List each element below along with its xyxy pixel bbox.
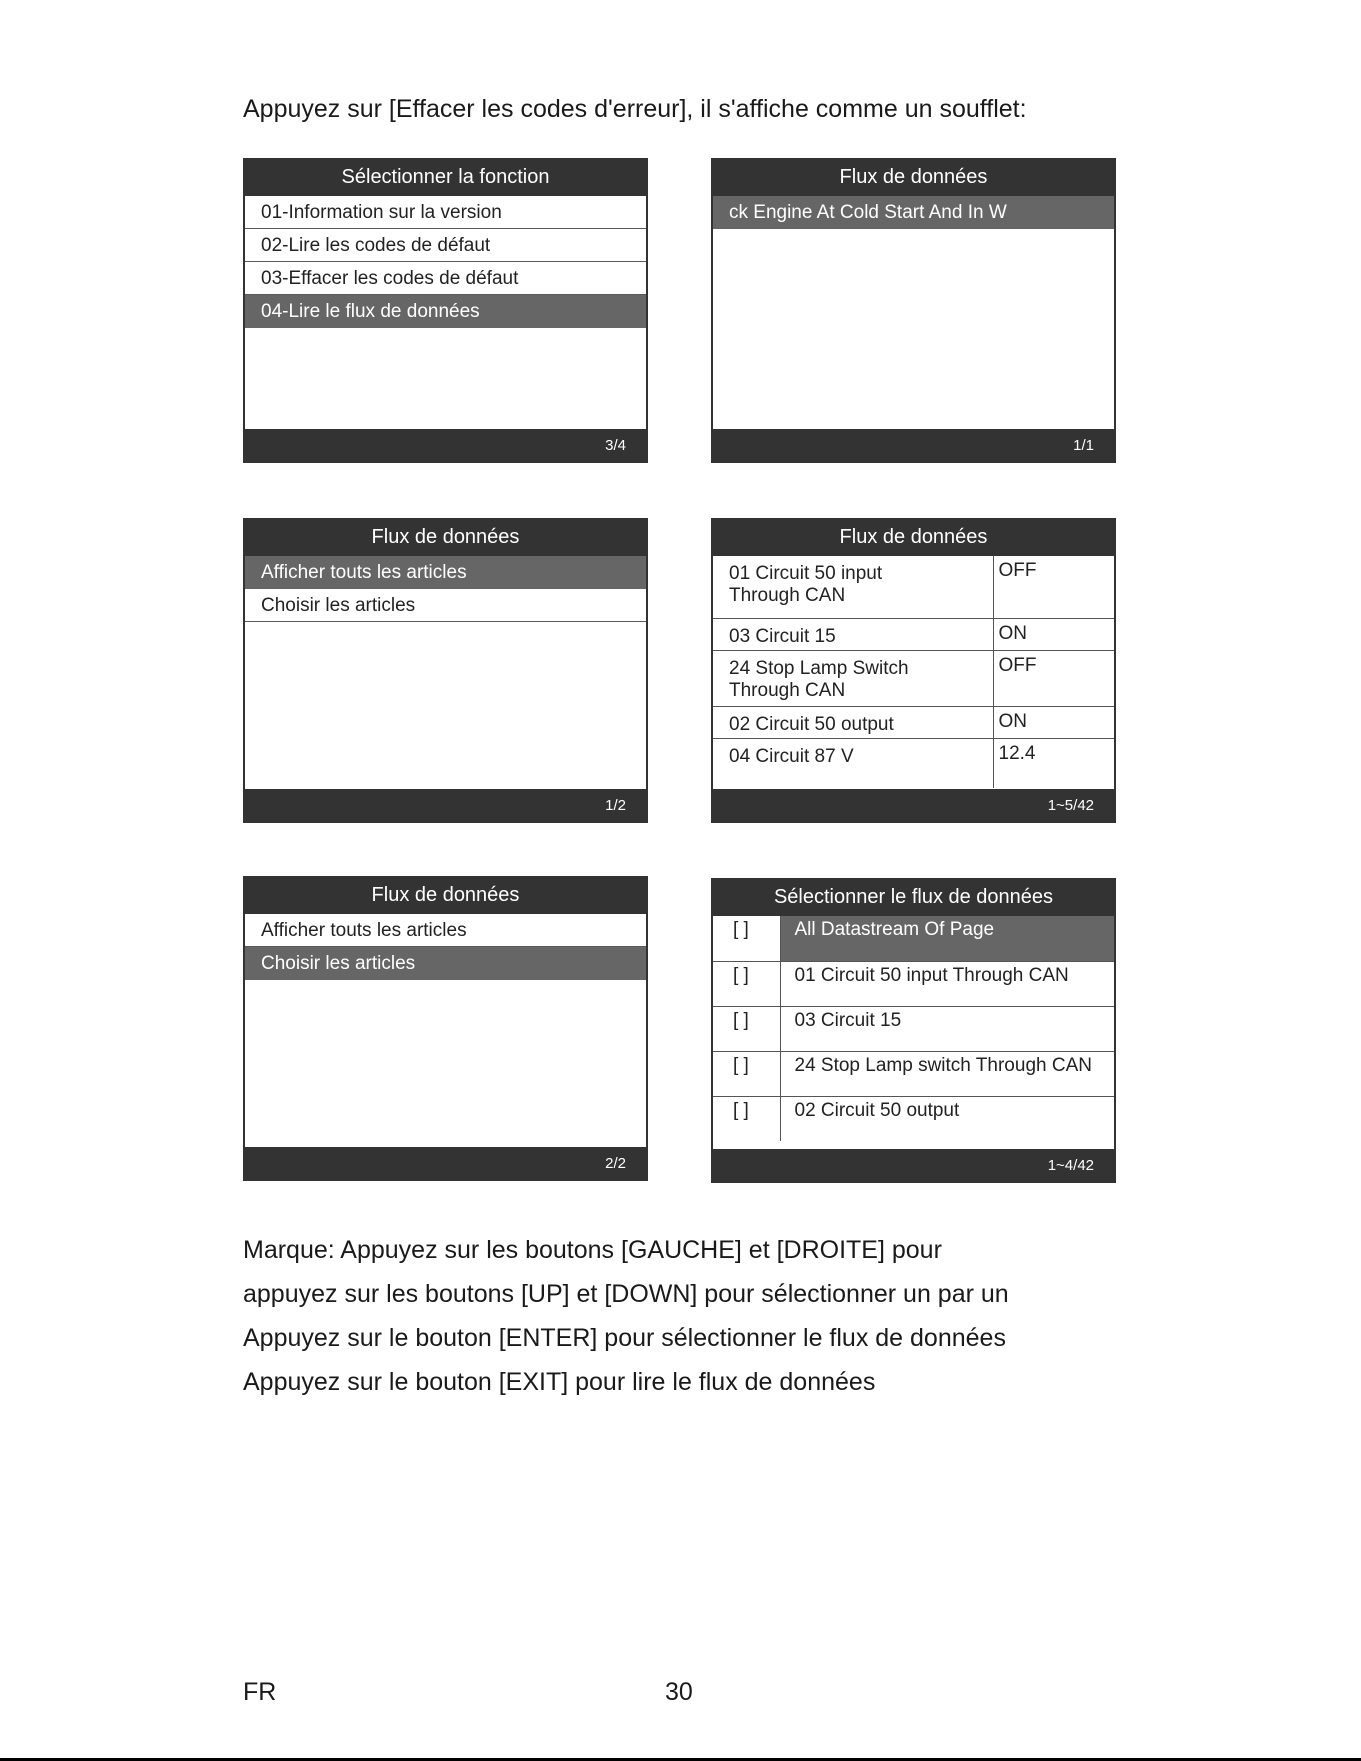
table-row [713, 650, 1114, 706]
note-line: Appuyez sur le bouton [ENTER] pour sélectionner le flux de données [243, 1324, 1006, 1352]
parameter-name: 01 Circuit 50 input Through CAN [713, 556, 993, 618]
screen-body [245, 914, 646, 1147]
screen-body [245, 556, 646, 789]
screen-title: Flux de données [371, 526, 520, 548]
datastream-select-table [713, 916, 1114, 1141]
parameter-name: 03 Circuit 15 [713, 618, 993, 650]
datastream-label: 24 Stop Lamp switch Through CAN [780, 1051, 1114, 1096]
parameter-value: OFF [993, 650, 1114, 706]
parameter-value: 12.4 [998, 742, 1036, 764]
screen-title: Flux de données [839, 166, 988, 188]
menu-item-show-all[interactable]: Afficher touts les articles [245, 556, 646, 589]
screen-title: Sélectionner la fonction [341, 166, 550, 188]
screen-title: Flux de données [839, 526, 988, 548]
parameter-name: 24 Stop Lamp Switch Through CAN [713, 650, 993, 706]
screen-datastream-values [711, 518, 1116, 823]
parameter-name: 02 Circuit 50 output [713, 706, 993, 738]
screen-body [713, 916, 1114, 1149]
page-indicator: 3/4 [605, 437, 626, 454]
language-label: FR [243, 1678, 277, 1706]
table-row[interactable] [713, 1051, 1114, 1096]
table-row[interactable] [713, 1096, 1114, 1141]
intro-text: Appuyez sur [Effacer les codes d'erreur], il s'affiche comme un soufflet: [243, 95, 1027, 123]
table-row [713, 706, 1114, 738]
menu-item-choose[interactable]: Choisir les articles [245, 589, 646, 622]
datastream-label: 03 Circuit 15 [780, 1006, 1114, 1051]
page-number: 30 [665, 1678, 693, 1706]
screen-title: Sélectionner le flux de données [773, 886, 1054, 908]
screen-datastream-single [711, 158, 1116, 463]
screen-datastream-menu-2 [243, 876, 648, 1181]
screen-body [713, 196, 1114, 429]
table-row [713, 556, 1114, 618]
parameter-name: 04 Circuit 87 V [713, 738, 993, 788]
screen-select-datastream [711, 878, 1116, 1183]
page-indicator: 2/2 [605, 1155, 626, 1172]
menu-item-read-codes[interactable]: 02-Lire les codes de défaut [245, 229, 646, 262]
menu-item-choose[interactable]: Choisir les articles [245, 947, 646, 980]
parameter-value: ON [993, 706, 1114, 738]
parameter-value: OFF [993, 556, 1114, 618]
menu-item-show-all[interactable]: Afficher touts les articles [245, 914, 646, 947]
screen-select-function [243, 158, 648, 463]
menu-item-version-info[interactable]: 01-Information sur la version [245, 196, 646, 229]
page-indicator: 1/2 [605, 797, 626, 814]
screen-body [713, 556, 1114, 789]
page-indicator: 1~4/42 [1047, 1157, 1094, 1174]
datastream-table [713, 556, 1114, 788]
screen-body [245, 196, 646, 429]
menu-item-read-datastream[interactable]: 04-Lire le flux de données [245, 295, 646, 328]
table-row[interactable] [713, 1006, 1114, 1051]
table-row[interactable] [713, 916, 1114, 961]
checkbox[interactable]: [ ] [713, 1051, 780, 1096]
datastream-label: 02 Circuit 50 output [794, 1099, 960, 1121]
page-indicator: 1~5/42 [1047, 797, 1094, 814]
table-row[interactable] [713, 961, 1114, 1006]
instruction-notes [243, 1228, 1009, 1404]
menu-item-clear-codes[interactable]: 03-Effacer les codes de défaut [245, 262, 646, 295]
screen-title: Flux de données [371, 884, 520, 906]
checkbox[interactable]: [ ] [713, 1096, 780, 1141]
page-indicator: 1/1 [1073, 437, 1094, 454]
table-row [713, 738, 1114, 788]
note-line: Appuyez sur le bouton [EXIT] pour lire le flux de données [243, 1368, 876, 1396]
note-line: Marque: Appuyez sur les boutons [GAUCHE] et [DROITE] pour [243, 1236, 942, 1264]
checkbox[interactable]: [ ] [713, 916, 780, 961]
datastream-label: All Datastream Of Page [780, 916, 1114, 961]
parameter-value: ON [993, 618, 1114, 650]
datastream-label: 01 Circuit 50 input Through CAN [780, 961, 1114, 1006]
checkbox[interactable]: [ ] [713, 1006, 780, 1051]
screen-datastream-menu-1 [243, 518, 648, 823]
table-row [713, 618, 1114, 650]
note-line: appuyez sur les boutons [UP] et [DOWN] pour sélectionner un par un [243, 1280, 1009, 1308]
datastream-item[interactable]: ck Engine At Cold Start And In W [713, 196, 1114, 229]
checkbox[interactable]: [ ] [713, 961, 780, 1006]
